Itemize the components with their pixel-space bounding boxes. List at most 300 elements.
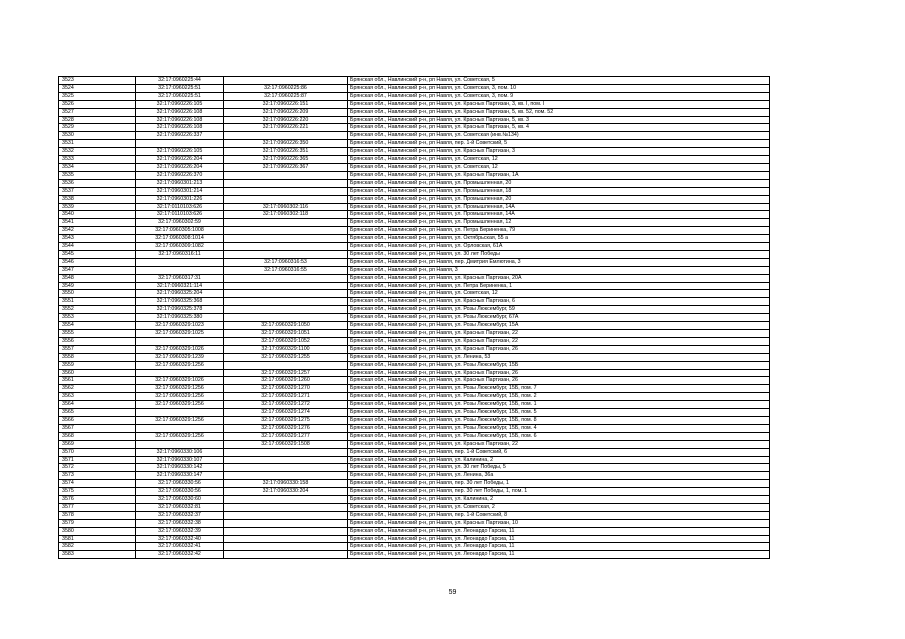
cadastral-number-cell (136, 409, 224, 417)
building-number-cell: 32:17:0960226:365 (224, 156, 348, 164)
address-cell: Брянская обл., Навлинский р-н, рп Навля, ул. Красных Партизан, 5, кв. 4 (348, 124, 770, 132)
table-row (59, 527, 770, 535)
row-number-cell: 3562 (59, 385, 136, 393)
cadastral-number-cell: 32:17:0960329:1239 (136, 353, 224, 361)
building-number-cell (224, 179, 348, 187)
row-number-cell: 3556 (59, 337, 136, 345)
table-row (59, 480, 770, 488)
address-cell: Брянская обл., Навлинский р-н, рп Навля, ул. Розы Люксембург, 59 (348, 306, 770, 314)
cadastral-number-cell: 32:17:0960226:105 (136, 100, 224, 108)
row-number-cell: 3546 (59, 258, 136, 266)
address-cell: Брянская обл., Навлинский р-н, рп Навля, ул. Красных Партизан, 3, кв. I, пом. I (348, 100, 770, 108)
cadastral-number-cell (136, 424, 224, 432)
table-row (59, 409, 770, 417)
building-number-cell: 32:17:0960329:1271 (224, 393, 348, 401)
row-number-cell: 3526 (59, 100, 136, 108)
table-row (59, 195, 770, 203)
address-cell: Брянская обл., Навлинский р-н, рп Навля, пер. 1-й Советский, 8 (348, 511, 770, 519)
address-cell: Брянская обл., Навлинский р-н, рп Навля, ул. Советская, 12 (348, 163, 770, 171)
table-row (59, 163, 770, 171)
row-number-cell: 3566 (59, 416, 136, 424)
building-number-cell: 32:17:0960226:221 (224, 124, 348, 132)
table-row (59, 385, 770, 393)
address-cell: Брянская обл., Навлинский р-н, рп Навля, ул. Розы Люксембург, 15Б, пом. 4 (348, 424, 770, 432)
building-number-cell: 32:17:0960329:1260 (224, 377, 348, 385)
address-cell: Брянская обл., Навлинский р-н, рп Навля, пер. 30 лет Победы, 1, пом. 1 (348, 488, 770, 496)
building-number-cell: 32:17:0960225:86 (224, 84, 348, 92)
row-number-cell: 3567 (59, 424, 136, 432)
cadastral-number-cell: 32:17:0960321:114 (136, 282, 224, 290)
building-number-cell: 32:17:0960329:1508 (224, 440, 348, 448)
cadastral-number-cell: 32:17:0960226:108 (136, 124, 224, 132)
row-number-cell: 3564 (59, 401, 136, 409)
page-number: 59 (448, 589, 457, 596)
row-number-cell: 3579 (59, 519, 136, 527)
table-row (59, 306, 770, 314)
cadastral-number-cell: 32:17:0960305:1008 (136, 227, 224, 235)
building-number-cell (224, 243, 348, 251)
building-number-cell (224, 171, 348, 179)
address-cell: Брянская обл., Навлинский р-н, рп Навля, ул. Розы Люксембург, 15Б, пом. 2 (348, 393, 770, 401)
table-row (59, 416, 770, 424)
address-cell: Брянская обл., Навлинский р-н, рп Навля, ул. Красных Партизан, 20А (348, 274, 770, 282)
building-number-cell (224, 456, 348, 464)
table-row (59, 337, 770, 345)
row-number-cell: 3570 (59, 448, 136, 456)
address-cell: Брянская обл., Навлинский р-н, рп Навля, ул. Леонардо Гарсиа, 11 (348, 527, 770, 535)
address-cell: Брянская обл., Навлинский р-н, рп Навля, ул. Советская, 12 (348, 156, 770, 164)
building-number-cell (224, 472, 348, 480)
row-number-cell: 3580 (59, 527, 136, 535)
address-cell: Брянская обл., Навлинский р-н, рп Навля, ул. Советская, 3, пом. 9 (348, 92, 770, 100)
row-number-cell: 3569 (59, 440, 136, 448)
row-number-cell: 3547 (59, 266, 136, 274)
building-number-cell: 32:17:0960316:55 (224, 266, 348, 274)
building-number-cell (224, 235, 348, 243)
building-number-cell (224, 219, 348, 227)
address-cell: Брянская обл., Навлинский р-н, рп Навля, ул. 30 лет Победы (348, 250, 770, 258)
cadastral-number-cell: 32:17:0960317:31 (136, 274, 224, 282)
row-number-cell: 3531 (59, 140, 136, 148)
table-row (59, 519, 770, 527)
address-cell: Брянская обл., Навлинский р-н, рп Навля, ул. Розы Люксембург, 15Б (348, 361, 770, 369)
building-number-cell: 32:17:0960329:1277 (224, 432, 348, 440)
address-cell: Брянская обл., Навлинский р-н, рп Навля, ул. Красных Партизан, 26 (348, 369, 770, 377)
address-cell: Брянская обл., Навлинский р-н, рп Навля, пер. 1-й Советский, 6 (348, 448, 770, 456)
cadastral-number-cell: 32:17:0960225:44 (136, 77, 224, 85)
row-number-cell: 3576 (59, 496, 136, 504)
table-row (59, 203, 770, 211)
cadastral-number-cell: 32:17:0960308:1014 (136, 235, 224, 243)
address-cell: Брянская обл., Навлинский р-н, рп Навля, ул. Розы Люксембург, 15Б, пом. 7 (348, 385, 770, 393)
cadastral-number-cell: 32:17:0960329:1256 (136, 432, 224, 440)
cadastral-number-cell: 32:17:0960332:42 (136, 551, 224, 559)
row-number-cell: 3577 (59, 503, 136, 511)
row-number-cell: 3545 (59, 250, 136, 258)
row-number-cell: 3550 (59, 290, 136, 298)
table-row (59, 511, 770, 519)
row-number-cell: 3542 (59, 227, 136, 235)
table-row (59, 171, 770, 179)
table-row (59, 219, 770, 227)
table-row (59, 156, 770, 164)
table-row (59, 266, 770, 274)
address-cell: Брянская обл., Навлинский р-н, рп Навля, ул. Красных Партизан, 3 (348, 148, 770, 156)
table-row (59, 503, 770, 511)
row-number-cell: 3524 (59, 84, 136, 92)
cadastral-number-cell: 32:17:0960329:1256 (136, 401, 224, 409)
address-cell: Брянская обл., Навлинский р-н, рп Навля, ул. Леонардо Гарсиа, 11 (348, 551, 770, 559)
building-number-cell: 32:17:0960329:1050 (224, 322, 348, 330)
table-row (59, 124, 770, 132)
row-number-cell: 3571 (59, 456, 136, 464)
address-cell: Брянская обл., Навлинский р-н, рп Навля, ул. Розы Люксембург, 15Б, пом. 6 (348, 432, 770, 440)
cadastral-number-cell: 32:17:0960329:1256 (136, 361, 224, 369)
address-cell: Брянская обл., Навлинский р-н, рп Навля, ул. Советская, 2 (348, 503, 770, 511)
row-number-cell: 3540 (59, 211, 136, 219)
address-cell: Брянская обл., Навлинский р-н, рп Навля, ул. Промышленная, 20 (348, 195, 770, 203)
table-row (59, 369, 770, 377)
row-number-cell: 3573 (59, 472, 136, 480)
table-row (59, 488, 770, 496)
row-number-cell: 3554 (59, 322, 136, 330)
table-row (59, 361, 770, 369)
building-number-cell (224, 511, 348, 519)
cadastral-number-cell: 32:17:0960330:56 (136, 480, 224, 488)
table-row (59, 448, 770, 456)
building-number-cell: 32:17:0960226:151 (224, 100, 348, 108)
table-row (59, 535, 770, 543)
table-row (59, 116, 770, 124)
row-number-cell: 3557 (59, 345, 136, 353)
table-row (59, 148, 770, 156)
table-row (59, 298, 770, 306)
table-row (59, 424, 770, 432)
table-row (59, 440, 770, 448)
row-number-cell: 3574 (59, 480, 136, 488)
table-row (59, 314, 770, 322)
address-cell: Брянская обл., Навлинский р-н, рп Навля, ул. Красных Партизан, 10 (348, 519, 770, 527)
building-number-cell: 32:17:0960316:53 (224, 258, 348, 266)
address-cell: Брянская обл., Навлинский р-н, рп Навля, ул. Розы Люксембург, 15Б, пом. 5 (348, 409, 770, 417)
building-number-cell: 32:17:0960330:204 (224, 488, 348, 496)
building-number-cell (224, 187, 348, 195)
address-cell: Брянская обл., Навлинский р-н, рп Навля, пер. Дмитрия Емлютина, 3 (348, 258, 770, 266)
row-number-cell: 3572 (59, 464, 136, 472)
table-row (59, 211, 770, 219)
row-number-cell: 3561 (59, 377, 136, 385)
table-row (59, 84, 770, 92)
cadastral-number-cell: 32:17:0960330:147 (136, 472, 224, 480)
row-number-cell: 3582 (59, 543, 136, 551)
cadastral-number-cell: 32:17:0960332:81 (136, 503, 224, 511)
cadastral-number-cell: 32:17:0960332:38 (136, 519, 224, 527)
building-number-cell (224, 195, 348, 203)
building-number-cell: 32:17:0960226:351 (224, 148, 348, 156)
address-cell: Брянская обл., Навлинский р-н, рп Навля, ул. Красных Партизан, 6 (348, 298, 770, 306)
table-row (59, 401, 770, 409)
row-number-cell: 3539 (59, 203, 136, 211)
address-cell: Брянская обл., Навлинский р-н, рп Навля, ул. Промышленная, 18 (348, 187, 770, 195)
building-number-cell: 32:17:0960226:350 (224, 140, 348, 148)
cadastral-number-cell: 32:17:0960332:39 (136, 527, 224, 535)
row-number-cell: 3560 (59, 369, 136, 377)
building-number-cell: 32:17:0960330:158 (224, 480, 348, 488)
row-number-cell: 3553 (59, 314, 136, 322)
cadastral-number-cell (136, 258, 224, 266)
cadastral-number-cell: 32:17:0960316:11 (136, 250, 224, 258)
row-number-cell: 3563 (59, 393, 136, 401)
address-cell: Брянская обл., Навлинский р-н, рп Навля, ул. Советская, 12 (348, 290, 770, 298)
address-cell: Брянская обл., Навлинский р-н, рп Навля, ул. Калинина, 2 (348, 496, 770, 504)
cadastral-number-cell: 32:17:0960225:51 (136, 92, 224, 100)
cadastral-number-cell: 32:17:0960302:59 (136, 219, 224, 227)
building-number-cell (224, 77, 348, 85)
table-row (59, 472, 770, 480)
table-row (59, 77, 770, 85)
cadastral-number-cell: 32:17:0960329:1025 (136, 330, 224, 338)
cadastral-number-cell: 32:17:0960329:1256 (136, 393, 224, 401)
building-number-cell: 32:17:0960226:367 (224, 163, 348, 171)
row-number-cell: 3534 (59, 163, 136, 171)
row-number-cell: 3583 (59, 551, 136, 559)
cadastral-number-cell: 32:17:0960330:107 (136, 456, 224, 464)
row-number-cell: 3558 (59, 353, 136, 361)
address-cell: Брянская обл., Навлинский р-н, рп Навля, 3 (348, 266, 770, 274)
cadastral-number-cell: 32:17:0960325:204 (136, 290, 224, 298)
row-number-cell: 3568 (59, 432, 136, 440)
row-number-cell: 3532 (59, 148, 136, 156)
building-number-cell (224, 464, 348, 472)
table-row (59, 432, 770, 440)
table-row (59, 330, 770, 338)
cadastral-number-cell: 32:17:0960226:108 (136, 108, 224, 116)
cadastral-number-cell: 32:17:0960329:1026 (136, 345, 224, 353)
address-cell: Брянская обл., Навлинский р-н, рп Навля, ул. Красных Партизан, 5, кв. 52, пом. 52 (348, 108, 770, 116)
row-number-cell: 3559 (59, 361, 136, 369)
cadastral-number-cell: 32:17:0960325:378 (136, 306, 224, 314)
address-cell: Брянская обл., Навлинский р-н, рп Навля, ул. Леонардо Гарсиа, 11 (348, 535, 770, 543)
cadastral-number-cell: 32:17:0960330:56 (136, 488, 224, 496)
row-number-cell: 3529 (59, 124, 136, 132)
registry-table-body (59, 77, 770, 559)
row-number-cell: 3535 (59, 171, 136, 179)
building-number-cell (224, 274, 348, 282)
row-number-cell: 3537 (59, 187, 136, 195)
address-cell: Брянская обл., Навлинский р-н, рп Навля, ул. Советская (инв.№134) (348, 132, 770, 140)
building-number-cell (224, 503, 348, 511)
cadastral-number-cell: 32:17:0960332:41 (136, 543, 224, 551)
building-number-cell (224, 250, 348, 258)
building-number-cell (224, 132, 348, 140)
cadastral-number-cell: 32:17:0960330:60 (136, 496, 224, 504)
row-number-cell: 3555 (59, 330, 136, 338)
table-row (59, 92, 770, 100)
address-cell: Брянская обл., Навлинский р-н, рп Навля, ул. Красных Партизан, 22 (348, 440, 770, 448)
building-number-cell (224, 527, 348, 535)
building-number-cell (224, 298, 348, 306)
cadastral-number-cell: 32:17:0960301:214 (136, 187, 224, 195)
row-number-cell: 3565 (59, 409, 136, 417)
row-number-cell: 3544 (59, 243, 136, 251)
row-number-cell: 3527 (59, 108, 136, 116)
table-row (59, 551, 770, 559)
building-number-cell (224, 361, 348, 369)
table-row (59, 132, 770, 140)
table-row (59, 290, 770, 298)
table-row (59, 140, 770, 148)
building-number-cell (224, 282, 348, 290)
cadastral-number-cell: 32:17:0960226:204 (136, 163, 224, 171)
building-number-cell (224, 306, 348, 314)
cadastral-number-cell (136, 266, 224, 274)
cadastral-number-cell: 32:17:0960330:142 (136, 464, 224, 472)
table-row (59, 274, 770, 282)
building-number-cell: 32:17:0960329:1276 (224, 424, 348, 432)
table-row (59, 345, 770, 353)
cadastral-number-cell (136, 369, 224, 377)
address-cell: Брянская обл., Навлинский р-н, рп Навля, ул. Промышленная, 20 (348, 179, 770, 187)
building-number-cell (224, 290, 348, 298)
address-cell: Брянская обл., Навлинский р-н, рп Навля, ул. Советская, 5 (348, 77, 770, 85)
row-number-cell: 3552 (59, 306, 136, 314)
row-number-cell: 3530 (59, 132, 136, 140)
building-number-cell: 32:17:0960329:1052 (224, 337, 348, 345)
building-number-cell (224, 448, 348, 456)
table-row (59, 322, 770, 330)
cadastral-number-cell (136, 337, 224, 345)
cadastral-number-cell (136, 440, 224, 448)
table-row (59, 227, 770, 235)
table-row (59, 243, 770, 251)
cadastral-number-cell: 32:17:0960226:337 (136, 132, 224, 140)
building-number-cell: 32:17:0960225:87 (224, 92, 348, 100)
cadastral-number-cell: 32:17:0960301:213 (136, 179, 224, 187)
cadastral-number-cell: 32:17:0110103:626 (136, 203, 224, 211)
row-number-cell: 3548 (59, 274, 136, 282)
table-row (59, 108, 770, 116)
address-cell: Брянская обл., Навлинский р-н, рп Навля, ул. Калинина, 2 (348, 456, 770, 464)
row-number-cell: 3541 (59, 219, 136, 227)
building-number-cell: 32:17:0960302:118 (224, 211, 348, 219)
address-cell: Брянская обл., Навлинский р-н, рп Навля, ул. Промышленная, 14А (348, 211, 770, 219)
cadastral-number-cell: 32:17:0960329:1256 (136, 416, 224, 424)
address-cell: Брянская обл., Навлинский р-н, рп Навля, ул. Розы Люксембург, 15А (348, 322, 770, 330)
address-cell: Брянская обл., Навлинский р-н, рп Навля, ул. 30 лет Победы, 5 (348, 464, 770, 472)
cadastral-number-cell: 32:17:0960226:105 (136, 148, 224, 156)
row-number-cell: 3533 (59, 156, 136, 164)
building-number-cell: 32:17:0960329:1275 (224, 416, 348, 424)
address-cell: Брянская обл., Навлинский р-н, рп Навля, ул. Советская, 3, пом. 10 (348, 84, 770, 92)
cadastral-number-cell: 32:17:0960325:380 (136, 314, 224, 322)
table-row (59, 543, 770, 551)
table-row (59, 393, 770, 401)
cadastral-number-cell: 32:17:0960226:204 (136, 156, 224, 164)
building-number-cell: 32:17:0960226:220 (224, 116, 348, 124)
address-cell: Брянская обл., Навлинский р-н, рп Навля, ул. Красных Партизан, 22 (348, 337, 770, 345)
row-number-cell: 3549 (59, 282, 136, 290)
table-row (59, 179, 770, 187)
address-cell: Брянская обл., Навлинский р-н, рп Навля, ул. Петра Бериненка, 1 (348, 282, 770, 290)
cadastral-number-cell (136, 140, 224, 148)
address-cell: Брянская обл., Навлинский р-н, рп Навля, пер. 1-й Советский, 5 (348, 140, 770, 148)
address-cell: Брянская обл., Навлинский р-н, рп Навля, ул. Розы Люксембург, 15Б, пом. 1 (348, 401, 770, 409)
cadastral-number-cell: 32:17:0960329:1256 (136, 385, 224, 393)
address-cell: Брянская обл., Навлинский р-н, рп Навля, ул. Октябрьская, 55 а (348, 235, 770, 243)
building-number-cell: 32:17:0960329:1255 (224, 353, 348, 361)
address-cell: Брянская обл., Навлинский р-н, рп Навля, ул. Красных Партизан, 26 (348, 377, 770, 385)
cadastral-number-cell: 32:17:0960330:106 (136, 448, 224, 456)
building-number-cell: 32:17:0960329:1270 (224, 385, 348, 393)
row-number-cell: 3525 (59, 92, 136, 100)
cadastral-number-cell: 32:17:0960226:108 (136, 116, 224, 124)
cadastral-number-cell: 32:17:0960301:226 (136, 195, 224, 203)
table-row (59, 250, 770, 258)
address-cell: Брянская обл., Навлинский р-н, рп Навля, ул. Ленина, 53 (348, 353, 770, 361)
row-number-cell: 3551 (59, 298, 136, 306)
cadastral-number-cell: 32:17:0960309:1082 (136, 243, 224, 251)
table-row (59, 464, 770, 472)
building-number-cell: 32:17:0960329:1051 (224, 330, 348, 338)
building-number-cell: 32:17:0960329:1272 (224, 401, 348, 409)
cadastral-number-cell: 32:17:0960332:40 (136, 535, 224, 543)
address-cell: Брянская обл., Навлинский р-н, рп Навля, ул. Красных Партизан, 5, кв. 3 (348, 116, 770, 124)
address-cell: Брянская обл., Навлинский р-н, рп Навля, ул. Красных Партизан, 26 (348, 345, 770, 353)
table-row (59, 258, 770, 266)
table-row (59, 496, 770, 504)
address-cell: Брянская обл., Навлинский р-н, рп Навля, пер. 30 лет Победы, 1 (348, 480, 770, 488)
address-cell: Брянская обл., Навлинский р-н, рп Навля, ул. Леонардо Гарсиа, 11 (348, 543, 770, 551)
address-cell: Брянская обл., Навлинский р-н, рп Навля, ул. Промышленная, 12 (348, 219, 770, 227)
address-cell: Брянская обл., Навлинский р-н, рп Навля, ул. Красных Партизан, 1А (348, 171, 770, 179)
building-number-cell (224, 551, 348, 559)
row-number-cell: 3523 (59, 77, 136, 85)
building-number-cell: 32:17:0960226:209 (224, 108, 348, 116)
address-cell: Брянская обл., Навлинский р-н, рп Навля, ул. Орловская, 61А (348, 243, 770, 251)
row-number-cell: 3575 (59, 488, 136, 496)
table-row (59, 282, 770, 290)
cadastral-number-cell: 32:17:0960226:370 (136, 171, 224, 179)
building-number-cell: 32:17:0960329:1257 (224, 369, 348, 377)
building-number-cell (224, 314, 348, 322)
table-row (59, 377, 770, 385)
address-cell: Брянская обл., Навлинский р-н, рп Навля, ул. Красных Партизан, 22 (348, 330, 770, 338)
row-number-cell: 3543 (59, 235, 136, 243)
row-number-cell: 3578 (59, 511, 136, 519)
building-number-cell (224, 519, 348, 527)
registry-table (58, 76, 770, 559)
row-number-cell: 3536 (59, 179, 136, 187)
cadastral-number-cell: 32:17:0960329:1026 (136, 377, 224, 385)
cadastral-number-cell: 32:17:0960225:51 (136, 84, 224, 92)
building-number-cell (224, 535, 348, 543)
table-row (59, 353, 770, 361)
building-number-cell: 32:17:0960329:1100 (224, 345, 348, 353)
cadastral-number-cell: 32:17:0960332:37 (136, 511, 224, 519)
address-cell: Брянская обл., Навлинский р-н, рп Навля, ул. Промышленная, 14А (348, 203, 770, 211)
building-number-cell (224, 496, 348, 504)
table-row (59, 187, 770, 195)
address-cell: Брянская обл., Навлинский р-н, рп Навля, ул. Розы Люксембург, 15Б, пом. 8 (348, 416, 770, 424)
table-row (59, 456, 770, 464)
row-number-cell: 3538 (59, 195, 136, 203)
cadastral-number-cell: 32:17:0110103:626 (136, 211, 224, 219)
building-number-cell (224, 227, 348, 235)
address-cell: Брянская обл., Навлинский р-н, рп Навля, ул. Ленина, 36а (348, 472, 770, 480)
cadastral-number-cell: 32:17:0960329:1023 (136, 322, 224, 330)
building-number-cell (224, 543, 348, 551)
table-row (59, 100, 770, 108)
